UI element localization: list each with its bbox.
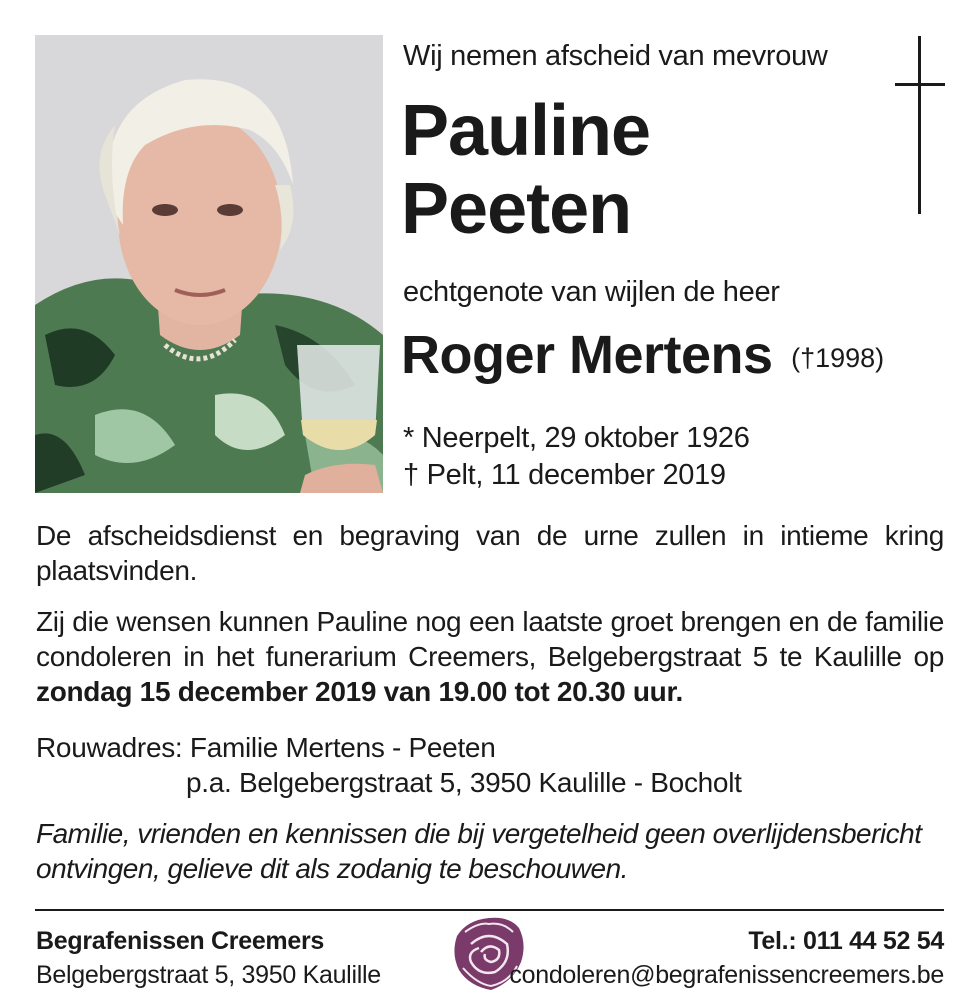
telephone: Tel.: 011 44 52 54 <box>748 927 944 955</box>
first-name: Pauline <box>401 91 651 171</box>
cross-icon <box>895 36 945 214</box>
email: condoleren@begrafenissencreemers.be <box>509 961 944 989</box>
life-dates <box>403 420 750 494</box>
last-name: Peeten <box>401 169 632 249</box>
spouse-death-year: (†1998) <box>791 343 885 373</box>
birth-date: * Neerpelt, 29 oktober 1926 <box>403 422 750 454</box>
spouse-intro-text: echtgenote van wijlen de heer <box>403 276 780 308</box>
deceased-name <box>401 92 650 248</box>
address-line-1: Rouwadres: Familie Mertens - Peeten <box>36 732 496 763</box>
footer-company-block <box>36 924 381 992</box>
company-address: Belgebergstraat 5, 3950 Kaulille <box>36 961 381 989</box>
mourning-address <box>36 730 742 800</box>
death-date: † Pelt, 11 december 2019 <box>403 459 726 491</box>
footer-divider <box>35 909 944 911</box>
spouse-name-line <box>401 324 884 386</box>
spouse-name: Roger Mertens <box>401 325 773 385</box>
address-line-2: p.a. Belgebergstraat 5, 3950 Kaulille - Bocholt <box>186 767 742 798</box>
intro-text: Wij nemen afscheid van mevrouw <box>403 40 828 72</box>
company-name: Begrafenissen Creemers <box>36 927 324 955</box>
visitation-time: zondag 15 december 2019 van 19.00 tot 20.30 uur. <box>36 676 684 707</box>
footer-contact-block <box>509 924 944 992</box>
condolence-text: Zij die wensen kunnen Pauline nog een laatste groet brengen en de familie condoleren in het funerarium Creemers, Belgebergstraat 5 te Kaulille op <box>36 606 944 672</box>
notice-note: Familie, vrienden en kennissen die bij vergetelheid geen overlijdensbericht ontvingen, gelieve dit als zodanig te beschouwen. <box>36 818 922 884</box>
condolence-paragraph <box>36 604 944 709</box>
ceremony-paragraph: De afscheidsdienst en begraving van de urne zullen in intieme kring plaatsvinden. <box>36 520 944 586</box>
portrait-illustration <box>35 35 383 493</box>
portrait-photo <box>35 35 383 493</box>
